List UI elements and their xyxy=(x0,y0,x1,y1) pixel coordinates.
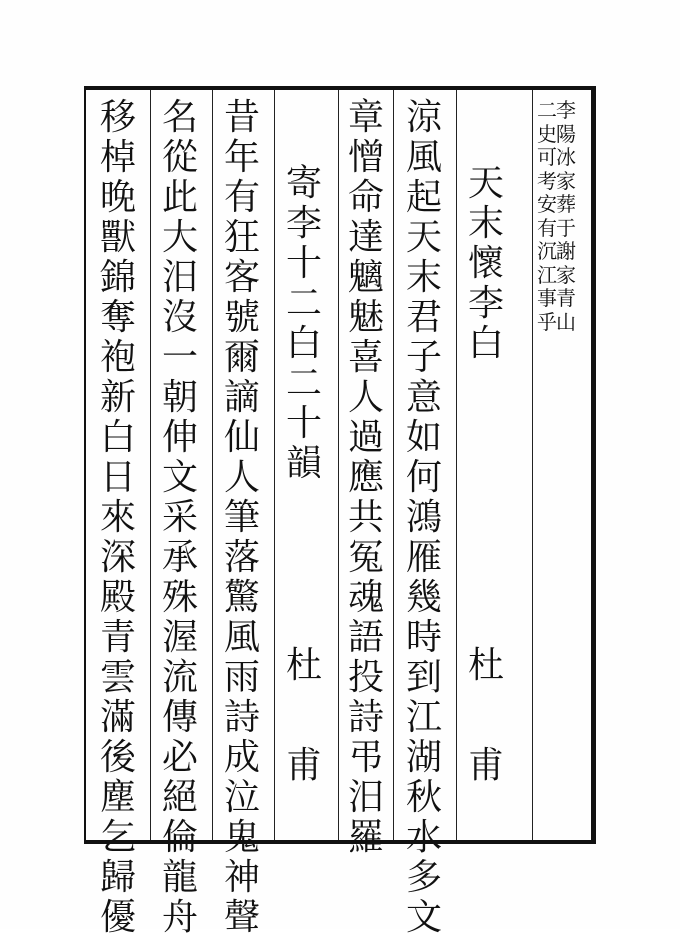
glyph: 命 xyxy=(347,177,384,218)
glyph: 從 xyxy=(161,137,198,178)
glyph: 此 xyxy=(161,177,198,218)
glyph: 喜 xyxy=(347,337,384,378)
glyph: 章 xyxy=(347,97,384,138)
glyph: 起 xyxy=(405,177,442,218)
glyph: 棹 xyxy=(99,137,136,178)
glyph: 羅 xyxy=(347,817,384,858)
glyph: 如 xyxy=(405,417,442,458)
glyph: 爾 xyxy=(223,337,260,378)
text-column-8 xyxy=(98,97,138,940)
glyph: 殿 xyxy=(99,577,136,618)
column-divider xyxy=(150,90,151,840)
glyph: 仙 xyxy=(223,417,260,458)
column-divider xyxy=(338,90,339,840)
glyph: 魂 xyxy=(347,577,384,618)
glyph: 傳 xyxy=(161,697,198,738)
glyph: 沉 xyxy=(537,239,557,263)
glyph: 流 xyxy=(161,657,198,698)
glyph: 詩 xyxy=(347,697,384,738)
glyph: 韻 xyxy=(285,443,322,484)
glyph: 有 xyxy=(537,215,557,240)
glyph: 謝 xyxy=(556,239,576,263)
column-divider xyxy=(212,90,213,840)
glyph: 風 xyxy=(405,137,442,178)
glyph: 謫 xyxy=(223,377,260,418)
glyph: 日 xyxy=(99,457,136,498)
glyph: 白 xyxy=(285,323,322,364)
glyph: 十 xyxy=(285,403,322,444)
text-column-4 xyxy=(346,97,386,860)
glyph: 魑 xyxy=(347,257,384,298)
glyph: 驚 xyxy=(223,577,260,618)
glyph: 雲 xyxy=(99,657,136,698)
glyph: 落 xyxy=(223,537,260,578)
glyph: 鬼 xyxy=(223,817,260,858)
glyph: 雁 xyxy=(405,537,442,578)
glyph: 深 xyxy=(99,537,136,578)
glyph: 天 xyxy=(405,217,442,258)
glyph: 神 xyxy=(223,857,260,898)
glyph: 可 xyxy=(537,145,557,169)
glyph: 于 xyxy=(556,215,576,240)
glyph: 狂 xyxy=(223,217,260,258)
poem-author-2 xyxy=(284,645,324,788)
glyph: 文 xyxy=(161,457,198,498)
glyph: 應 xyxy=(347,457,384,498)
glyph: 渥 xyxy=(161,617,198,658)
glyph: 青 xyxy=(99,617,136,658)
glyph: 人 xyxy=(347,377,384,418)
glyph: 陽 xyxy=(556,121,576,146)
glyph: 塵 xyxy=(99,777,136,818)
poem-title-1 xyxy=(466,163,506,366)
glyph: 名 xyxy=(161,97,198,138)
glyph: 鴻 xyxy=(405,497,442,538)
glyph: 絕 xyxy=(161,777,198,818)
glyph: 移 xyxy=(99,97,136,138)
glyph: 二 xyxy=(285,363,322,404)
poem-author-1 xyxy=(466,645,506,788)
glyph: 青 xyxy=(556,286,576,310)
glyph: 葬 xyxy=(556,192,576,216)
glyph: 優 xyxy=(99,897,136,938)
glyph: 風 xyxy=(223,617,260,658)
glyph: 湖 xyxy=(405,737,442,778)
glyph: 獸 xyxy=(99,217,136,258)
column-divider xyxy=(274,90,275,840)
glyph: 晚 xyxy=(99,177,136,218)
glyph: 杜 xyxy=(467,645,504,686)
glyph: 語 xyxy=(347,617,384,658)
glyph: 考 xyxy=(537,168,557,193)
glyph: 意 xyxy=(405,377,442,418)
glyph: 人 xyxy=(223,457,260,498)
glyph: 二 xyxy=(285,283,322,324)
glyph: 聲 xyxy=(223,897,260,938)
glyph: 後 xyxy=(99,737,136,778)
poem-title-2 xyxy=(284,163,324,486)
glyph: 舟 xyxy=(161,897,198,938)
glyph: 大 xyxy=(161,217,198,258)
glyph: 杜 xyxy=(285,645,322,686)
glyph: 事 xyxy=(537,286,557,310)
glyph: 史 xyxy=(537,121,557,146)
glyph: 十 xyxy=(285,243,322,284)
glyph: 必 xyxy=(161,737,198,778)
glyph: 憎 xyxy=(347,137,384,178)
glyph: 秋 xyxy=(405,777,442,818)
glyph: 筆 xyxy=(223,497,260,538)
glyph: 袍 xyxy=(99,337,136,378)
glyph: 成 xyxy=(223,737,260,778)
text-column-6 xyxy=(222,97,262,940)
glyph: 倫 xyxy=(161,817,198,858)
glyph: 君 xyxy=(405,297,442,338)
annotation-column-2 xyxy=(535,100,559,335)
glyph: 到 xyxy=(405,657,442,698)
glyph: 魅 xyxy=(347,297,384,338)
glyph: 李 xyxy=(556,98,576,122)
column-divider xyxy=(456,90,457,840)
glyph: 懷 xyxy=(467,243,504,284)
glyph: 天 xyxy=(467,163,504,204)
glyph: 冰 xyxy=(556,145,576,169)
glyph: 昔 xyxy=(223,97,260,138)
glyph: 共 xyxy=(347,497,384,538)
glyph: 朝 xyxy=(161,377,198,418)
glyph: 家 xyxy=(556,168,576,193)
glyph: 客 xyxy=(223,257,260,298)
glyph: 汨 xyxy=(347,777,384,818)
glyph: 何 xyxy=(405,457,442,498)
glyph: 江 xyxy=(537,262,557,287)
glyph: 承 xyxy=(161,537,198,578)
glyph: 乞 xyxy=(99,817,136,858)
glyph: 安 xyxy=(537,192,557,216)
glyph: 過 xyxy=(347,417,384,458)
glyph: 江 xyxy=(405,697,442,738)
glyph: 涼 xyxy=(405,97,442,138)
glyph: 寄 xyxy=(285,163,322,204)
glyph: 雨 xyxy=(223,657,260,698)
glyph: 殊 xyxy=(161,577,198,618)
glyph: 一 xyxy=(161,337,198,378)
glyph: 李 xyxy=(467,283,504,324)
glyph: 白 xyxy=(467,323,504,364)
column-divider xyxy=(532,90,533,840)
glyph: 二 xyxy=(537,98,557,122)
glyph: 汨 xyxy=(161,257,198,298)
glyph: 來 xyxy=(99,497,136,538)
glyph: 冤 xyxy=(347,537,384,578)
glyph: 錦 xyxy=(99,257,136,298)
text-column-7 xyxy=(160,97,200,940)
glyph: 文 xyxy=(405,897,442,938)
glyph: 奪 xyxy=(99,297,136,338)
glyph: 泣 xyxy=(223,777,260,818)
glyph: 詩 xyxy=(223,697,260,738)
glyph: 家 xyxy=(556,262,576,287)
glyph: 號 xyxy=(223,297,260,338)
column-divider xyxy=(393,90,394,840)
glyph: 甫 xyxy=(467,745,504,786)
glyph: 滿 xyxy=(99,697,136,738)
glyph: 子 xyxy=(405,337,442,378)
glyph: 多 xyxy=(405,857,442,898)
glyph: 乎 xyxy=(537,309,557,334)
glyph: 末 xyxy=(467,203,504,244)
glyph: 甫 xyxy=(285,745,322,786)
glyph: 沒 xyxy=(161,297,198,338)
glyph: 末 xyxy=(405,257,442,298)
glyph: 歸 xyxy=(99,857,136,898)
glyph: 幾 xyxy=(405,577,442,618)
glyph: 投 xyxy=(347,657,384,698)
glyph: 年 xyxy=(223,137,260,178)
glyph: 水 xyxy=(405,817,442,858)
glyph: 龍 xyxy=(161,857,198,898)
text-column-3 xyxy=(404,97,444,940)
glyph: 山 xyxy=(556,309,576,334)
glyph: 有 xyxy=(223,177,260,218)
glyph: 白 xyxy=(99,417,136,458)
glyph: 李 xyxy=(285,203,322,244)
glyph: 時 xyxy=(405,617,442,658)
glyph: 采 xyxy=(161,497,198,538)
glyph: 伸 xyxy=(161,417,198,458)
glyph: 達 xyxy=(347,217,384,258)
glyph: 弔 xyxy=(347,737,384,778)
glyph: 新 xyxy=(99,377,136,418)
